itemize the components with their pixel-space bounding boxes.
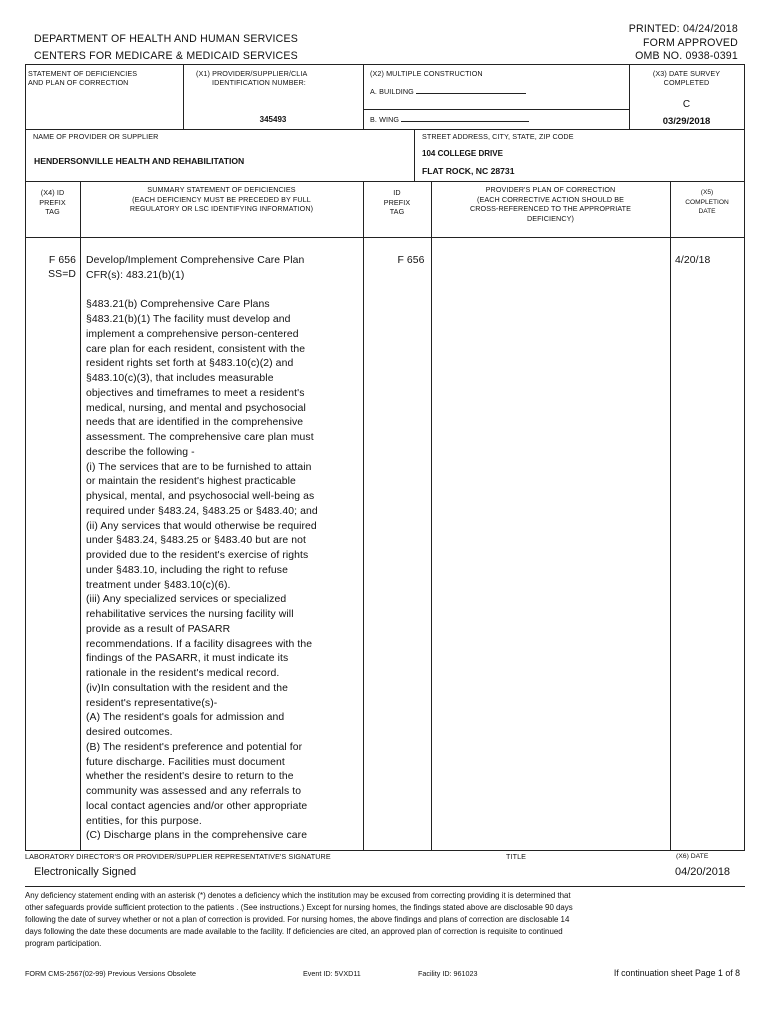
summary-header (80, 185, 363, 214)
plan-header-line-3: CROSS-REFERENCED TO THE APPROPRIATE (469, 204, 632, 213)
deficiency-line: describe the following - (86, 446, 195, 458)
divider-col-summary (363, 181, 364, 850)
deficiency-line: entities, for this purpose. (86, 815, 202, 827)
deficiency-line: findings of the PASARR, it must indicate its (86, 653, 289, 665)
wing-field (370, 113, 529, 125)
x1-label-1: (X1) PROVIDER/SUPPLIER/CLIA (196, 69, 308, 78)
x3-label-2: COMPLETED (663, 78, 710, 87)
plan-header-line-2: (EACH CORRECTIVE ACTION SHOULD BE (476, 194, 625, 204)
deficiency-line (86, 284, 360, 299)
deficiency-line: CFR(s): 483.21(b)(1) (86, 269, 185, 281)
table-left-border (25, 64, 26, 850)
divider-address (414, 129, 415, 181)
table-row-divider-2 (25, 181, 745, 182)
deficiency-line: §483.21(b)(1) The facility must develop and (86, 314, 291, 325)
form-number: FORM CMS-2567(02-99) Previous Versions Obsolete (25, 969, 196, 978)
deficiency-line: (B) The resident's preference and potential for (86, 741, 303, 753)
building-wing-divider (363, 109, 629, 110)
plan-header-line-1: PROVIDER'S PLAN OF CORRECTION (485, 185, 616, 194)
x5-header (670, 188, 744, 217)
deficiency-line: medical, nursing, and mental and psychosocial (86, 402, 306, 414)
survey-code: C (682, 99, 691, 110)
deficiency-line: (ii) Any services that would otherwise be required (86, 520, 317, 532)
deficiency-line: provided due to the resident's exercise of rights (86, 550, 309, 561)
table-right-border (744, 64, 745, 850)
address-line-2: FLAT ROCK, NC 28731 (422, 166, 515, 176)
deficiency-line: objectives and timeframes to meet a resident's (86, 387, 305, 399)
survey-completed-date: 03/29/2018 (662, 116, 711, 127)
deficiency-line: physical, mental, and psychosocial well-being as (86, 491, 315, 502)
signature-label: LABORATORY DIRECTOR'S OR PROVIDER/SUPPLIER REPRESENTATIVE'S SIGNATURE (25, 852, 331, 861)
id-header-line-1: ID (393, 188, 401, 197)
plan-tag: F 656 (397, 255, 425, 266)
x2-label: (X2) MULTIPLE CONSTRUCTION (370, 69, 483, 78)
deficiency-tag: F 656 (48, 255, 76, 266)
x4-header-line-3: TAG (45, 207, 60, 216)
statement-label-1: STATEMENT OF DEFICIENCIES (28, 69, 138, 78)
signature-bottom-border (25, 886, 745, 887)
plan-header-line-4: DEFICIENCY) (526, 213, 575, 223)
deficiency-line: (iv)In consultation with the resident and the (86, 682, 289, 694)
building-underline (416, 85, 526, 94)
wing-underline (401, 113, 529, 122)
x4-header (25, 188, 80, 217)
building-label: A. BUILDING (370, 87, 414, 96)
plan-header (431, 185, 670, 223)
deficiency-line: future discharge. Facilities must document (86, 756, 285, 768)
printed-date: PRINTED: 04/24/2018 (628, 23, 738, 35)
header-bottom-border (25, 237, 745, 238)
disclaimer-line: other safeguards provide sufficient protection to the patients . (See instructions.) Except for nursing homes, the findings stated above are disclosable 90 days (25, 902, 573, 912)
disclaimer-line: Any deficiency statement ending with an asterisk (*) denotes a deficiency which the institution may be excused from correcting providing it is determined that (25, 891, 571, 900)
deficiency-line: assessment. The comprehensive care plan must (86, 432, 314, 443)
deficiency-line: §483.10(c)(3), that includes measurable (86, 373, 274, 384)
x4-header-line-1: (X4) ID (40, 188, 65, 197)
deficiency-line: rationale in the resident's medical record. (86, 668, 280, 679)
id-header (363, 188, 431, 217)
scope-severity: SS=D (48, 269, 76, 280)
facility-id: Facility ID: 961023 (418, 969, 478, 978)
provider-name-label: NAME OF PROVIDER OR SUPPLIER (33, 132, 159, 141)
omb-number: OMB NO. 0938-0391 (635, 50, 738, 62)
building-field (370, 85, 526, 97)
deficiency-line: resident rights set forth at §483.10(c)(2) and (86, 358, 294, 370)
id-header-line-2: PREFIX (383, 197, 411, 207)
summary-header-line-1: SUMMARY STATEMENT OF DEFICIENCIES (147, 185, 296, 194)
title-label: TITLE (506, 852, 527, 861)
deficiency-line: recommendations. If a facility disagrees with the (86, 638, 313, 650)
deficiency-line: (C) Discharge plans in the comprehensive care (86, 830, 308, 842)
table-row-divider (25, 129, 745, 130)
id-header-line-3: TAG (389, 207, 405, 216)
divider-col-id (431, 181, 432, 850)
deficiency-line: required under §483.24, §483.25 or §483.40; and (86, 505, 318, 517)
x5-header-line-2: COMPLETION (685, 198, 729, 206)
deficiency-line: desired outcomes. (86, 727, 173, 738)
divider-col-plan (670, 181, 671, 850)
deficiency-line: community was assessed and any referrals to (86, 786, 302, 797)
page-indicator: If continuation sheet Page 1 of 8 (613, 968, 740, 978)
x5-header-line-1: (X5) (700, 189, 714, 196)
disclaimer-line: days following the date these documents are made available to the facility. If deficiencies are cited, an approved plan of correction is requisite to continued (25, 926, 563, 936)
address-label: STREET ADDRESS, CITY, STATE, ZIP CODE (422, 132, 574, 141)
deficiency-line: (A) The resident's goals for admission and (86, 712, 285, 724)
deficiency-line: local contact agencies and/or other appropriate (86, 800, 308, 812)
form-approved: FORM APPROVED (642, 37, 738, 49)
date-label: (X6) DATE (676, 853, 709, 860)
x5-header-line-3: DATE (698, 208, 716, 215)
body-bottom-border (25, 850, 745, 851)
deficiency-line: care plan for each resident, consistent with the (86, 343, 306, 355)
deficiency-text (86, 254, 360, 844)
provider-id-number: 345493 (259, 115, 287, 124)
signature-date: 04/20/2018 (675, 866, 731, 878)
x3-label-1: (X3) DATE SURVEY (652, 69, 721, 78)
summary-header-line-2: (EACH DEFICIENCY MUST BE PRECEDED BY FULL (132, 194, 311, 204)
deficiency-line: §483.21(b) Comprehensive Care Plans (86, 299, 270, 311)
signature-value: Electronically Signed (34, 866, 137, 878)
deficiency-line: (i) The services that are to be furnished to attain (86, 461, 312, 473)
deficiency-line: or maintain the resident's highest practicable (86, 476, 296, 488)
deficiency-line: Develop/Implement Comprehensive Care Plan (86, 255, 305, 266)
table-top-border (25, 64, 745, 65)
deficiency-line: implement a comprehensive person-centered (86, 328, 299, 340)
x1-label-2: IDENTIFICATION NUMBER: (212, 78, 306, 87)
completion-date: 4/20/18 (675, 255, 711, 266)
department-line-2: CENTERS FOR MEDICARE & MEDICAID SERVICES (34, 50, 298, 62)
deficiency-line: (iii) Any specialized services or specialized (86, 594, 287, 606)
deficiency-line: rehabilitative services the nursing facility will (86, 609, 294, 620)
deficiency-line: whether the resident's desire to return to the (86, 771, 294, 783)
disclaimer-line: program participation. (25, 938, 102, 948)
disclaimer-line: following the date of survey whether or not a plan of correction is provided. For nursing homes, the above findings and plans of correction are disclosable 14 (25, 914, 570, 924)
department-line-1: DEPARTMENT OF HEALTH AND HUMAN SERVICES (34, 33, 299, 45)
summary-header-line-3: REGULATORY OR LSC IDENTIFYING INFORMATION) (129, 204, 314, 213)
deficiency-line: under §483.10, including the right to refuse (86, 564, 288, 576)
deficiency-line: under §483.24, §483.25 or §483.40 but are not (86, 535, 306, 547)
provider-name: HENDERSONVILLE HEALTH AND REHABILITATION (34, 156, 245, 166)
divider-x2 (363, 64, 364, 129)
deficiency-line: resident's representative(s)- (86, 697, 218, 709)
disclaimer (25, 890, 745, 950)
deficiency-line: treatment under §483.10(c)(6). (86, 579, 231, 591)
wing-label: B. WING (370, 115, 400, 124)
deficiency-line: provide as a result of PASARR (86, 623, 231, 635)
statement-label-2: AND PLAN OF CORRECTION (28, 78, 129, 87)
event-id: Event ID: 5VXD11 (303, 969, 361, 978)
divider-col-x4 (80, 181, 81, 850)
x4-header-line-2: PREFIX (39, 197, 66, 207)
deficiency-line: needs that are identified in the comprehensive (86, 417, 304, 429)
address-line-1: 104 COLLEGE DRIVE (422, 149, 503, 158)
